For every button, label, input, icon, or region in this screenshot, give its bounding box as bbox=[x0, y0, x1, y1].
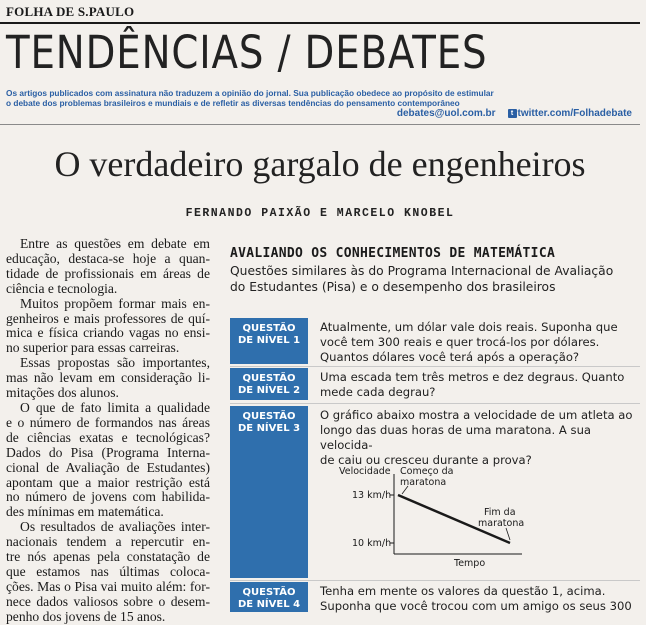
chart-end-label-1: Fim da bbox=[484, 507, 516, 518]
sidebar-subtitle bbox=[230, 263, 640, 295]
label-line: QUESTÃO bbox=[242, 587, 296, 598]
article-line: nacionais tendem a repercutir en- bbox=[6, 534, 210, 550]
question-level-3-label bbox=[230, 406, 308, 578]
chart-start-label-1: Começo da bbox=[400, 466, 454, 477]
article-line: nece dados valiosos sobre o desem- bbox=[6, 593, 210, 609]
question-divider bbox=[230, 366, 640, 367]
article-line: educação, destaca-se hoje a quan- bbox=[6, 250, 210, 266]
chart-end-label-2: maratona bbox=[478, 518, 525, 529]
chart-end-pointer bbox=[506, 528, 510, 540]
article-line: tre nós apenas pela constatação de bbox=[6, 549, 210, 565]
chart-tick-label-10: 10 km/h bbox=[352, 538, 392, 549]
question-line: Atualmente, um dólar vale dois reais. Suponha que bbox=[320, 320, 618, 334]
disclaimer-line-2: o debate dos problemas brasileiros e mundiais e de refletir as diversas tendências do pensamento contemporâneo bbox=[6, 98, 460, 108]
masthead-rule bbox=[0, 22, 640, 24]
section-disclaimer bbox=[6, 88, 646, 108]
label-line: QUESTÃO bbox=[242, 323, 296, 334]
article-line: no superior para essas carreiras. bbox=[6, 340, 180, 356]
article-line: O que de fato limita a qualidade bbox=[20, 399, 210, 415]
question-line: de caiu ou cresceu durante a prova? bbox=[320, 453, 532, 467]
question-level-3-text bbox=[320, 408, 640, 468]
question-level-1-label bbox=[230, 318, 308, 364]
question-line: Uma escada tem três metros e dez degraus. Quanto bbox=[320, 370, 625, 384]
article-line: mitações dos alunos. bbox=[6, 385, 119, 401]
newspaper-masthead: FOLHA DE S.PAULO bbox=[6, 4, 135, 19]
label-line: DE NÍVEL 2 bbox=[237, 385, 301, 396]
question-line: Quantos dólares você terá após a operação? bbox=[320, 350, 580, 364]
question-line: Tenha em mente os valores da questão 1, acima. bbox=[320, 584, 606, 598]
article-line: ciência e tecnologia. bbox=[6, 280, 118, 296]
chart-tick-label-13: 13 km/h bbox=[352, 490, 392, 501]
article-line: Os resultados de avaliações inter- bbox=[20, 519, 210, 535]
twitter-link[interactable] bbox=[508, 108, 632, 119]
article-line: tidade de profissionais em áreas de bbox=[6, 265, 210, 281]
twitter-handle: twitter.com/Folhadebate bbox=[517, 108, 632, 119]
sidebar-subtitle-line: do Estudantes (Pisa) e o desempenho dos brasileiros bbox=[230, 280, 556, 294]
label-line: DE NÍVEL 1 bbox=[237, 335, 301, 346]
article-line: mas não levam em consideração li- bbox=[6, 370, 210, 386]
question-line: você tem 300 reais e quer trocá-los por dólares. bbox=[320, 335, 600, 349]
article-line: Dados do Pisa (Programa Interna- bbox=[6, 444, 210, 460]
chart-ylabel: Velocidade bbox=[339, 466, 391, 477]
article-line: des mínimas em matemática. bbox=[6, 504, 164, 520]
twitter-icon: t bbox=[508, 109, 517, 118]
label-line: QUESTÃO bbox=[242, 373, 296, 384]
question-line: mede cada degrau? bbox=[320, 385, 436, 399]
article-line: e o número de formandos nas áreas bbox=[6, 414, 210, 430]
article-line: apontam que a maior restrição está bbox=[6, 474, 210, 490]
sidebar-title: AVALIANDO OS CONHECIMENTOS DE MATEMÁTICA bbox=[230, 246, 556, 261]
speed-chart bbox=[330, 464, 530, 570]
email-link[interactable]: debates@uol.com.br bbox=[396, 108, 496, 119]
article-line: Entre as questões em debate em bbox=[20, 236, 210, 251]
question-line: O gráfico abaixo mostra a velocidade de um atleta ao bbox=[320, 408, 633, 422]
article-line: cional de Avaliação de Estudantes) bbox=[6, 459, 210, 475]
chart-start-label-2: maratona bbox=[400, 477, 447, 488]
label-line: QUESTÃO bbox=[242, 411, 296, 422]
question-divider bbox=[230, 580, 640, 581]
question-level-4-text bbox=[320, 584, 640, 614]
article-line: mica e física criando vagas no ensi- bbox=[6, 325, 210, 341]
article-line: genheiros e mais professores de quí- bbox=[6, 310, 210, 326]
sidebar-subtitle-line: Questões similares às do Programa Internacional de Avaliação bbox=[230, 264, 614, 278]
article-line: ções. Mas o Pisa vai muito além: for- bbox=[6, 578, 210, 594]
question-level-4-label bbox=[230, 582, 308, 612]
section-divider bbox=[0, 124, 640, 125]
section-title: TENDÊNCIAS / DEBATES bbox=[6, 26, 488, 79]
article-line: penho dos jovens de 15 anos. bbox=[6, 608, 166, 624]
question-line: Suponha que você trocou com um amigo os seus 300 bbox=[320, 599, 632, 613]
label-line: DE NÍVEL 3 bbox=[237, 423, 301, 434]
article-line: no número de jovens com habilida- bbox=[6, 489, 210, 505]
question-level-1-text bbox=[320, 320, 640, 365]
article-line: que estamos nas últimas coloca- bbox=[6, 563, 210, 579]
disclaimer-line-1: Os artigos publicados com assinatura não traduzem a opinião do jornal. Sua publicação obedece ao propósito de estimular bbox=[6, 88, 494, 98]
chart-xlabel: Tempo bbox=[454, 558, 486, 569]
section-contacts bbox=[397, 108, 632, 119]
question-level-2-label bbox=[230, 368, 308, 400]
article-body bbox=[6, 237, 210, 625]
article-line: de ciências exatas e tecnológicas? bbox=[6, 429, 210, 445]
label-line: DE NÍVEL 4 bbox=[237, 599, 301, 610]
article-line: Essas propostas são importantes, bbox=[20, 355, 210, 371]
article-line: Muitos propõem formar mais en- bbox=[20, 295, 210, 311]
question-level-2-text bbox=[320, 370, 640, 400]
question-line: longo das duas horas de uma maratona. A sua velocida- bbox=[320, 423, 592, 452]
question-divider bbox=[230, 403, 640, 404]
article-headline: O verdadeiro gargalo de engenheiros bbox=[54, 144, 586, 184]
article-byline: FERNANDO PAIXÃO E MARCELO KNOBEL bbox=[185, 207, 455, 220]
